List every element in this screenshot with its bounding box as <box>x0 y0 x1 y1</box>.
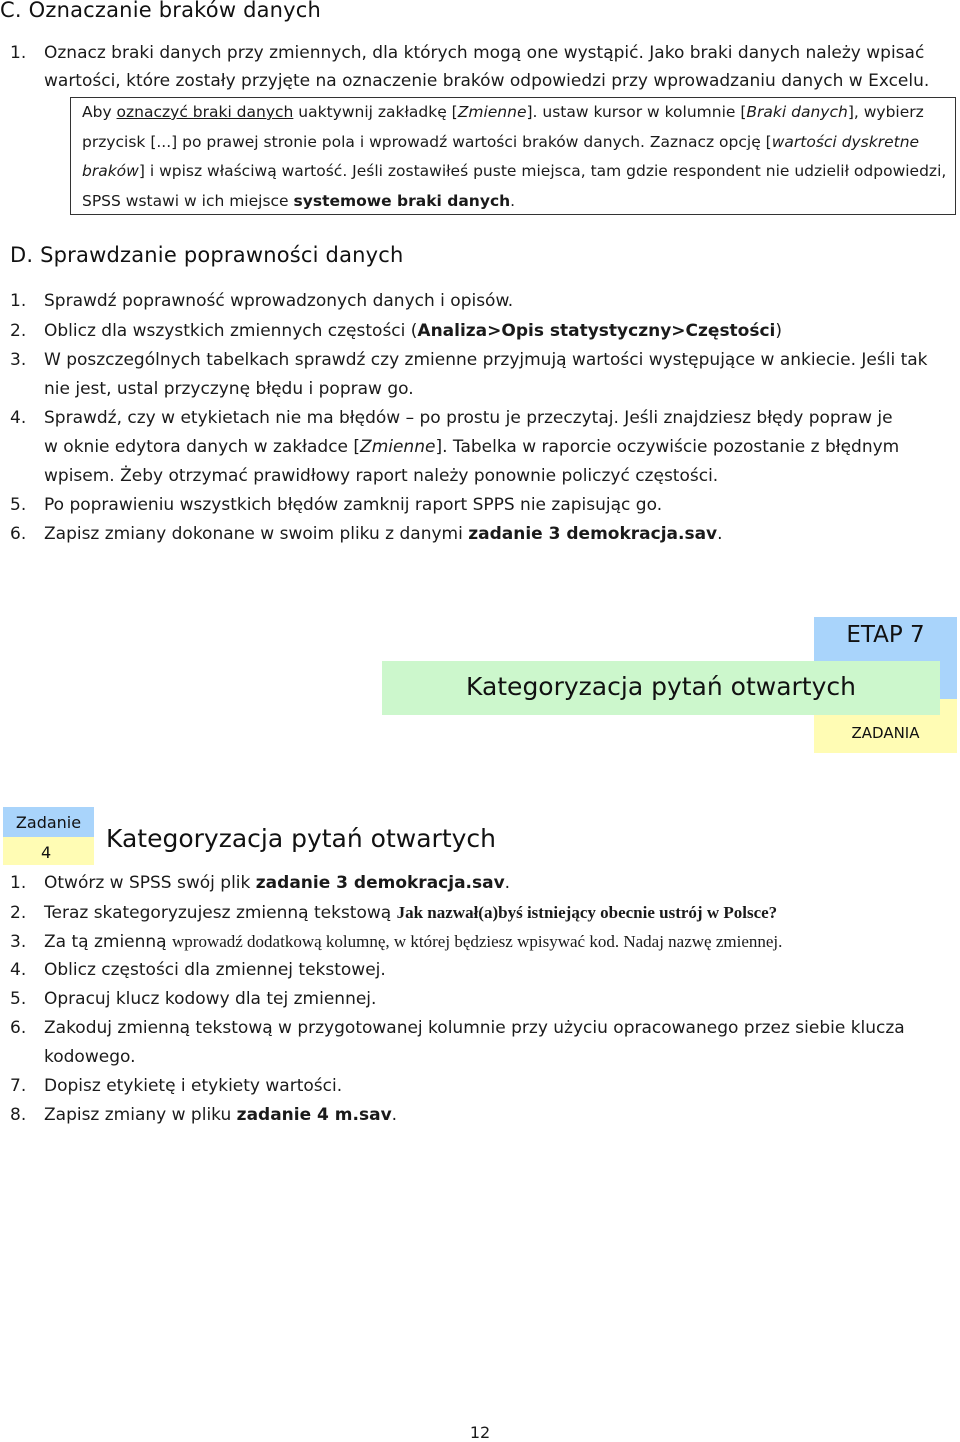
info-box-line-4: SPSS wstawi w ich miejsce systemowe braki danych. <box>82 191 516 210</box>
etap-label: ETAP 7 <box>846 622 925 648</box>
zadanie-item-6: 6. Zakoduj zmienną tekstową w przygotowanej kolumnie przy użyciu opracowanego przez siebie klucza <box>10 1018 905 1038</box>
info-box-line-2: przycisk [...] po prawej stronie pola i wprowadź wartości braków danych. Zaznacz opcję [wartości dyskretne <box>82 132 920 151</box>
zadanie-label: Zadanie <box>15 813 82 832</box>
section-d-item-3: 3. W poszczególnych tabelkach sprawdź czy zmienne przyjmują wartości występujące w ankiecie. Jeśli tak <box>10 350 928 370</box>
section-d-item-4-cont2: wpisem. Żeby otrzymać prawidłowy raport należy ponownie policzyć częstości. <box>44 466 719 486</box>
zadanie-item-3: 3. Za tą zmienną wprowadź dodatkową kolumnę, w której będziesz wpisywać kod. Nadaj nazwę zmiennej. <box>10 932 783 952</box>
zadanie-item-5: 5. Opracuj klucz kodowy dla tej zmiennej. <box>10 989 377 1009</box>
section-d-item-2: 2. Oblicz dla wszystkich zmiennych częstości (Analiza>Opis statystyczny>Częstości) <box>10 321 783 341</box>
etap-title: Kategoryzacja pytań otwartych <box>465 672 856 701</box>
section-d-item-4: 4. Sprawdź, czy w etykietach nie ma błędów – po prostu je przeczytaj. Jeśli znajdziesz błędy popraw je <box>10 408 893 428</box>
page-number: 12 <box>469 1423 491 1442</box>
section-d-item-3-cont: nie jest, ustal przyczynę błędu i popraw go. <box>44 379 414 399</box>
info-box-line-3: braków] i wpisz właściwą wartość. Jeśli zostawiłeś puste miejsca, tam gdzie respondent nie udzielił odpowiedzi, <box>82 162 947 180</box>
info-box-line-1: Aby oznaczyć braki danych uaktywnij zakładkę [Zmienne]. ustaw kursor w kolumnie [Braki danych], wybierz <box>82 103 924 121</box>
zadanie-item-6-cont: kodowego. <box>44 1047 136 1067</box>
section-c-item-1 <box>10 39 924 68</box>
zadanie-item-7: 7. Dopisz etykietę i etykiety wartości. <box>10 1076 343 1096</box>
section-d-item-1: 1. Sprawdź poprawność wprowadzonych danych i opisów. <box>10 291 514 311</box>
etap-sub-label: ZADANIA <box>851 724 920 742</box>
link-text: oznaczyć braki danych <box>116 103 294 121</box>
zadanie-item-1: 1. Otwórz w SPSS swój plik zadanie 3 demokracja.sav. <box>10 873 511 893</box>
zadanie-title: Kategoryzacja pytań otwartych <box>106 824 497 853</box>
item-text: wartości, które zostały przyjęte na oznaczenie braków odpowiedzi przy wprowadzaniu danych w Excelu. <box>44 71 930 91</box>
zadanie-item-2: 2. Teraz skategoryzujesz zmienną tekstową Jak nazwał(a)byś istniejący obecnie ustrój w Polsce? <box>10 903 778 923</box>
zadanie-item-8: 8. Zapisz zmiany w pliku zadanie 4 m.sav. <box>10 1105 398 1125</box>
zadanie-item-4: 4. Oblicz częstości dla zmiennej tekstowej. <box>10 960 386 980</box>
section-c-title: C. Oznaczanie braków danych <box>0 0 322 22</box>
section-d-item-6: 6. Zapisz zmiany dokonane w swoim pliku z danymi zadanie 3 demokracja.sav. <box>10 524 723 544</box>
section-d-item-5: 5. Po poprawieniu wszystkich błędów zamknij raport SPPS nie zapisując go. <box>10 495 663 515</box>
item-number: 1. <box>10 43 27 63</box>
zadanie-number: 4 <box>41 843 52 862</box>
section-c-item-1-cont <box>10 67 929 96</box>
section-d-title: D. Sprawdzanie poprawności danych <box>10 243 404 267</box>
item-text: Oznacz braki danych przy zmiennych, dla których mogą one wystąpić. Jako braki danych należy wpisać <box>44 43 925 63</box>
info-box <box>70 97 956 215</box>
section-d-item-4-cont: w oknie edytora danych w zakładce [Zmienne]. Tabelka w raporcie oczywiście pozostanie z błędnym <box>44 437 900 457</box>
